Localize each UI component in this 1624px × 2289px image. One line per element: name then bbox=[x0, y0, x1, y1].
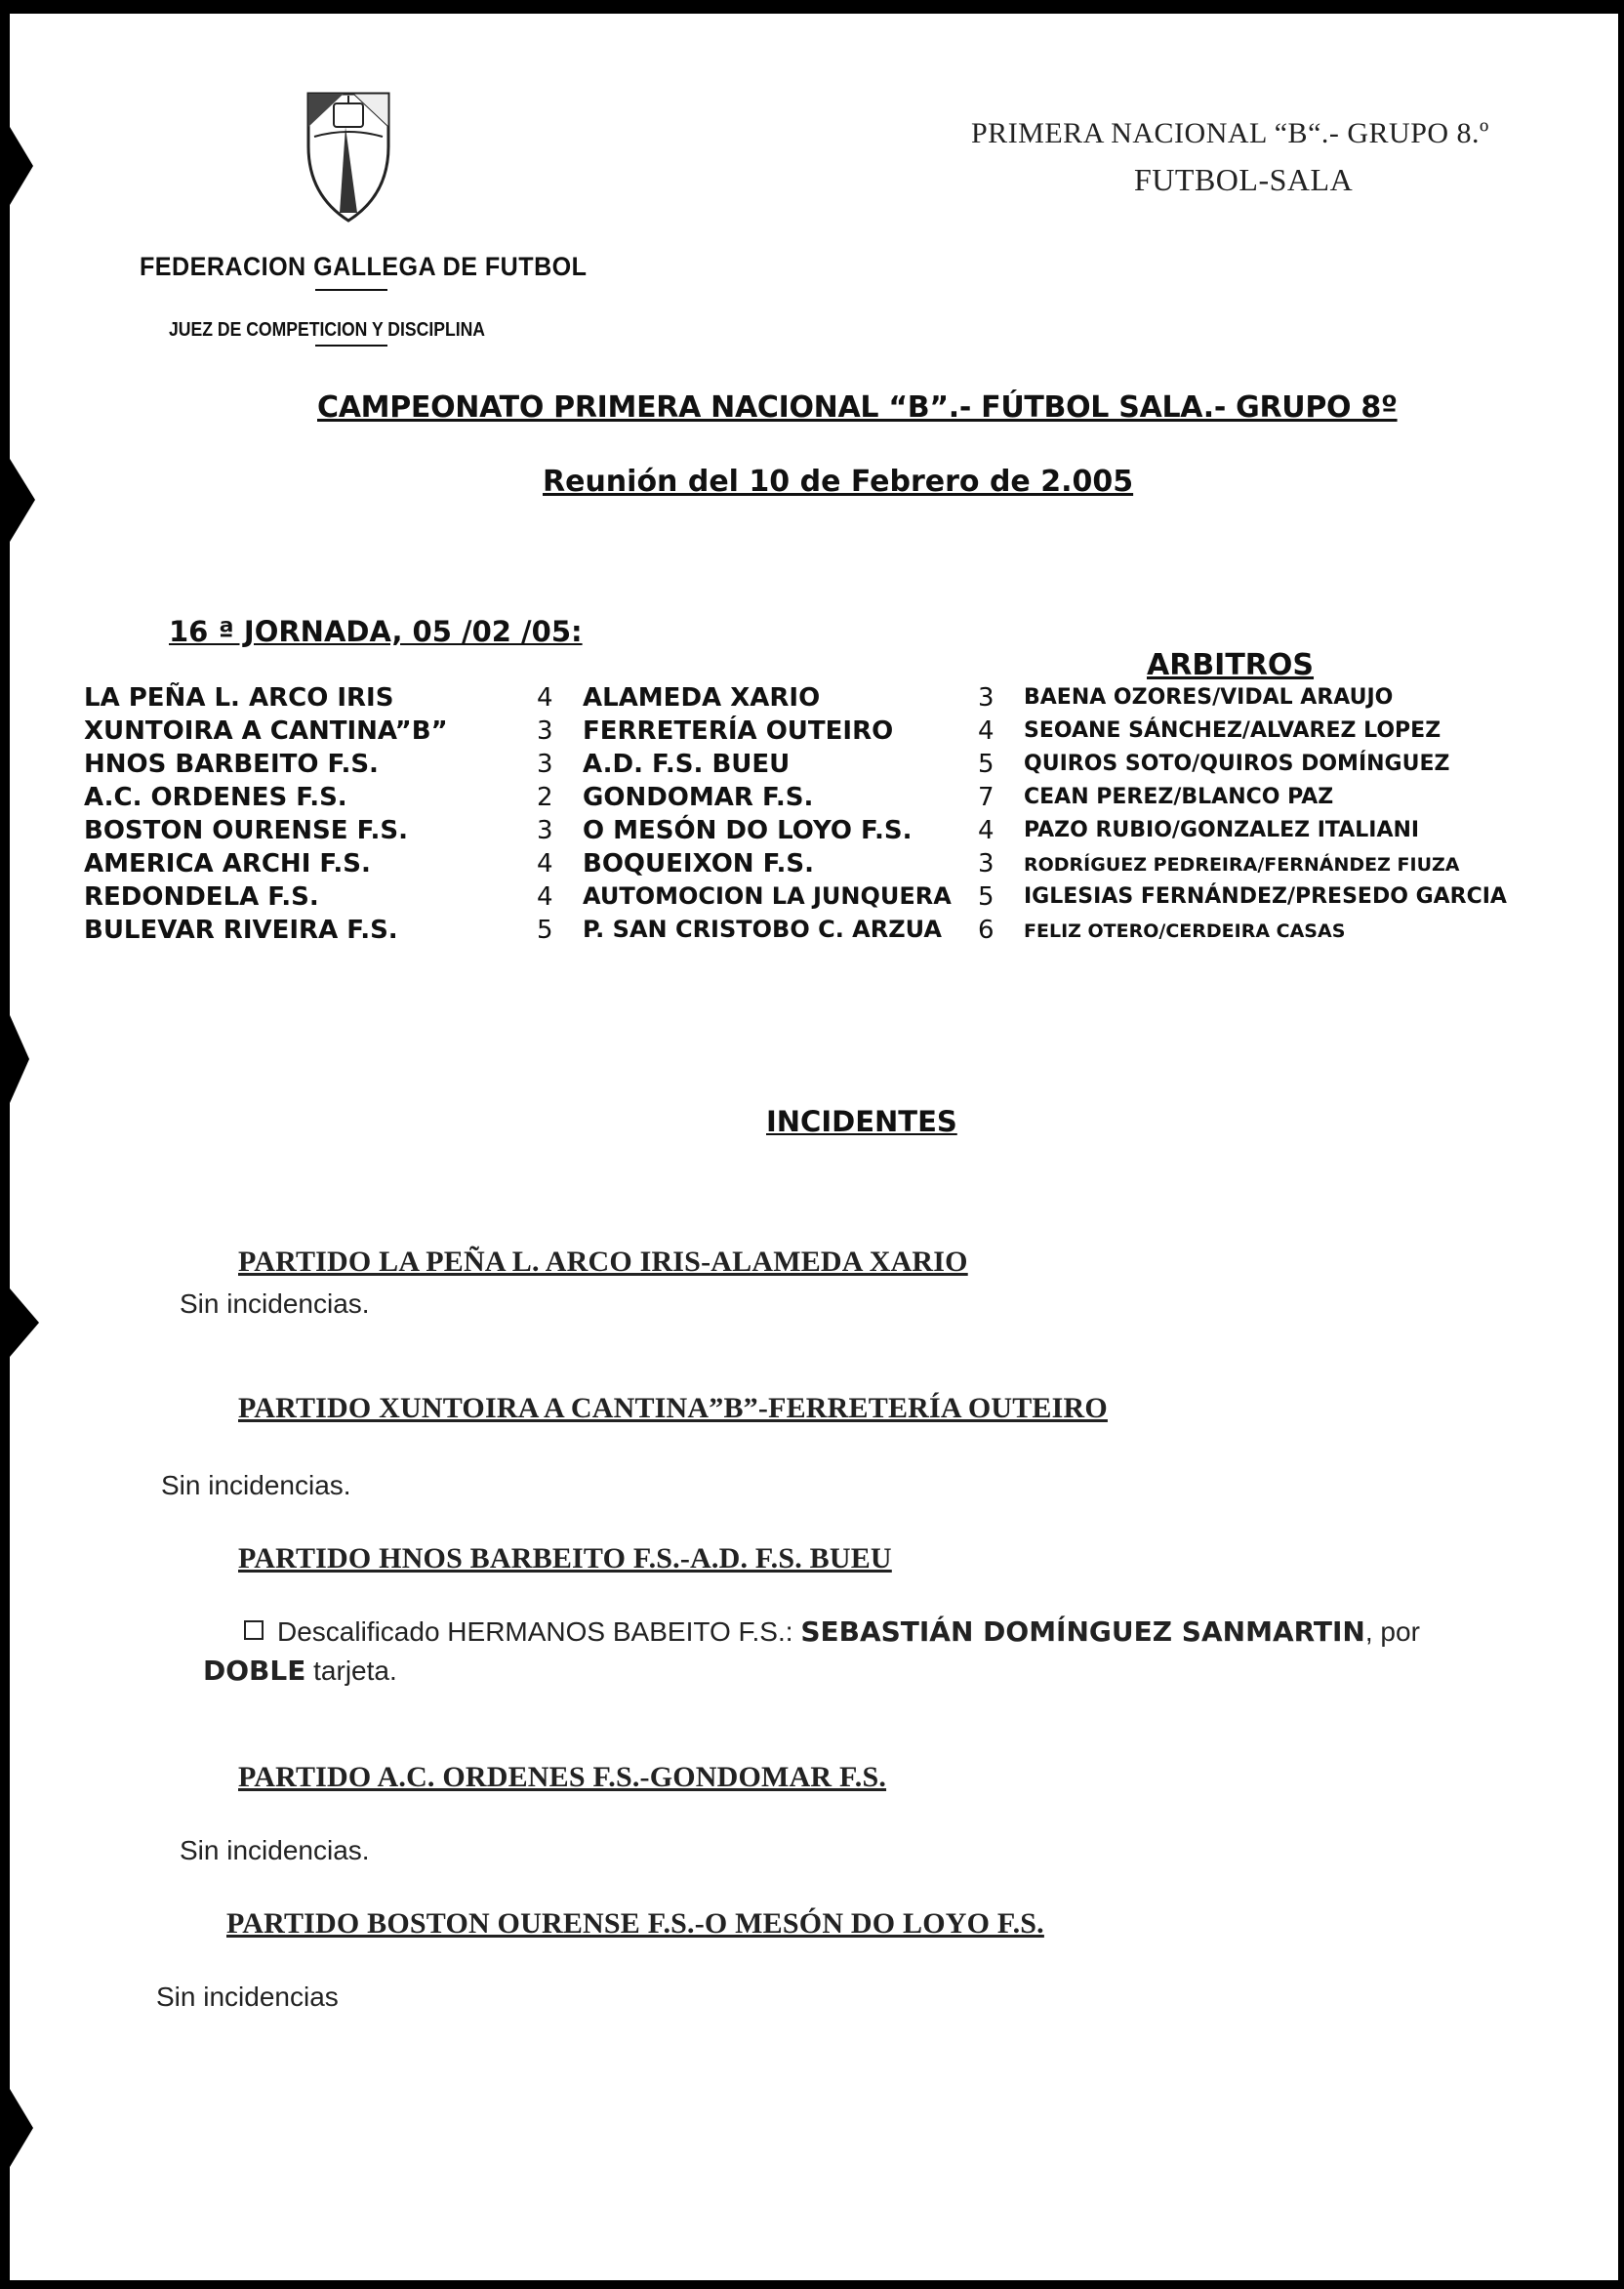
away-score: 7 bbox=[978, 783, 995, 812]
referees: PAZO RUBIO/GONZALEZ ITALIANI bbox=[1024, 818, 1420, 842]
sanction-prefix: Descalificado HERMANOS BABEITO F.S.: bbox=[277, 1616, 801, 1647]
home-score: 4 bbox=[537, 849, 553, 879]
away-score: 3 bbox=[978, 683, 995, 713]
referees: FELIZ OTERO/CERDEIRA CASAS bbox=[1024, 920, 1346, 942]
away-team: O MESÓN DO LOYO F.S. bbox=[583, 816, 913, 845]
result-row bbox=[84, 750, 1567, 783]
referees: RODRÍGUEZ PEDREIRA/FERNÁNDEZ FIUZA bbox=[1024, 854, 1460, 876]
sanction-mid: , por bbox=[1364, 1616, 1420, 1647]
sanction-suffix: tarjeta. bbox=[305, 1655, 397, 1686]
away-score: 6 bbox=[978, 916, 995, 945]
home-score: 3 bbox=[537, 716, 553, 746]
referees: BAENA OZORES/VIDAL ARAUJO bbox=[1024, 685, 1394, 710]
home-score: 3 bbox=[537, 750, 553, 779]
office-name: JUEZ DE COMPETICION Y DISCIPLINA bbox=[169, 319, 486, 341]
incident-note: Sin incidencias. bbox=[180, 1288, 370, 1319]
document-title: CAMPEONATO PRIMERA NACIONAL “B”.- FÚTBOL SALA.- GRUPO 8º bbox=[317, 390, 1398, 425]
home-team: LA PEÑA L. ARCO IRIS bbox=[84, 683, 394, 713]
home-team: HNOS BARBEITO F.S. bbox=[84, 750, 379, 779]
away-score: 5 bbox=[978, 882, 995, 912]
home-score: 2 bbox=[537, 783, 553, 812]
away-team: A.D. F.S. BUEU bbox=[583, 750, 791, 779]
referees: SEOANE SÁNCHEZ/ALVAREZ LOPEZ bbox=[1024, 718, 1441, 743]
incident-note: Sin incidencias bbox=[156, 1982, 339, 2012]
referees: QUIROS SOTO/QUIROS DOMÍNGUEZ bbox=[1024, 752, 1450, 776]
checkbox-bullet-icon bbox=[244, 1620, 264, 1640]
home-team: BOSTON OURENSE F.S. bbox=[84, 816, 409, 845]
league-line: PRIMERA NACIONAL “B“.- GRUPO 8.º bbox=[971, 117, 1489, 149]
referees-heading: ARBITROS bbox=[1147, 648, 1315, 682]
home-score: 4 bbox=[537, 683, 553, 713]
result-row bbox=[84, 683, 1567, 716]
referees: IGLESIAS FERNÁNDEZ/PRESEDO GARCIA bbox=[1024, 884, 1507, 909]
home-team: AMERICA ARCHI F.S. bbox=[84, 849, 371, 879]
home-score: 4 bbox=[537, 882, 553, 912]
referees: CEAN PEREZ/BLANCO PAZ bbox=[1024, 785, 1334, 809]
incident-match-title: PARTIDO BOSTON OURENSE F.S.-O MESÓN DO LOYO F.S. bbox=[226, 1907, 1044, 1940]
sanctioned-player: SEBASTIÁN DOMÍNGUEZ SANMARTIN bbox=[800, 1615, 1365, 1648]
divider bbox=[315, 345, 387, 347]
away-team: P. SAN CRISTOBO C. ARZUA bbox=[583, 916, 942, 943]
home-team: BULEVAR RIVEIRA F.S. bbox=[84, 916, 398, 945]
incident-match-title: PARTIDO LA PEÑA L. ARCO IRIS-ALAMEDA XARIO bbox=[238, 1246, 968, 1278]
away-score: 3 bbox=[978, 849, 995, 879]
sport-line: FUTBOL-SALA bbox=[1134, 162, 1354, 197]
incident-note: Sin incidencias. bbox=[161, 1470, 351, 1500]
jornada-heading: 16 ª JORNADA, 05 /02 /05: bbox=[169, 615, 583, 648]
federation-crest-icon bbox=[304, 88, 392, 225]
incident-note: Sin incidencias. bbox=[180, 1835, 370, 1865]
home-team: XUNTOIRA A CANTINA”B” bbox=[84, 716, 448, 746]
sanction-entry bbox=[244, 1613, 1532, 1652]
result-row bbox=[84, 716, 1567, 750]
incidents-heading: INCIDENTES bbox=[766, 1105, 957, 1138]
home-team: A.C. ORDENES F.S. bbox=[84, 783, 347, 812]
incident-match-title: PARTIDO XUNTOIRA A CANTINA”B”-FERRETERÍA OUTEIRO bbox=[238, 1392, 1108, 1424]
away-team: AUTOMOCION LA JUNQUERA bbox=[583, 882, 952, 910]
document-page bbox=[10, 14, 1618, 2280]
away-score: 4 bbox=[978, 816, 995, 845]
home-score: 3 bbox=[537, 816, 553, 845]
federation-name: FEDERACION GALLEGA DE FUTBOL bbox=[140, 252, 588, 281]
meeting-date: Reunión del 10 de Febrero de 2.005 bbox=[543, 465, 1134, 499]
incident-match-title: PARTIDO A.C. ORDENES F.S.-GONDOMAR F.S. bbox=[238, 1761, 887, 1793]
sanction-entry-cont bbox=[203, 1652, 397, 1691]
away-team: BOQUEIXON F.S. bbox=[583, 849, 815, 879]
result-row bbox=[84, 849, 1567, 882]
divider bbox=[315, 289, 387, 291]
incident-match-title: PARTIDO HNOS BARBEITO F.S.-A.D. F.S. BUEU bbox=[238, 1542, 892, 1574]
away-team: ALAMEDA XARIO bbox=[583, 683, 821, 713]
result-row bbox=[84, 783, 1567, 816]
home-score: 5 bbox=[537, 916, 553, 945]
home-team: REDONDELA F.S. bbox=[84, 882, 319, 912]
away-team: FERRETERÍA OUTEIRO bbox=[583, 716, 894, 746]
results-table bbox=[84, 683, 1567, 949]
card-type: DOBLE bbox=[203, 1655, 306, 1687]
result-row bbox=[84, 882, 1567, 916]
away-team: GONDOMAR F.S. bbox=[583, 783, 814, 812]
away-score: 5 bbox=[978, 750, 995, 779]
binder-notches bbox=[0, 0, 39, 2289]
away-score: 4 bbox=[978, 716, 995, 746]
result-row bbox=[84, 916, 1567, 949]
result-row bbox=[84, 816, 1567, 849]
